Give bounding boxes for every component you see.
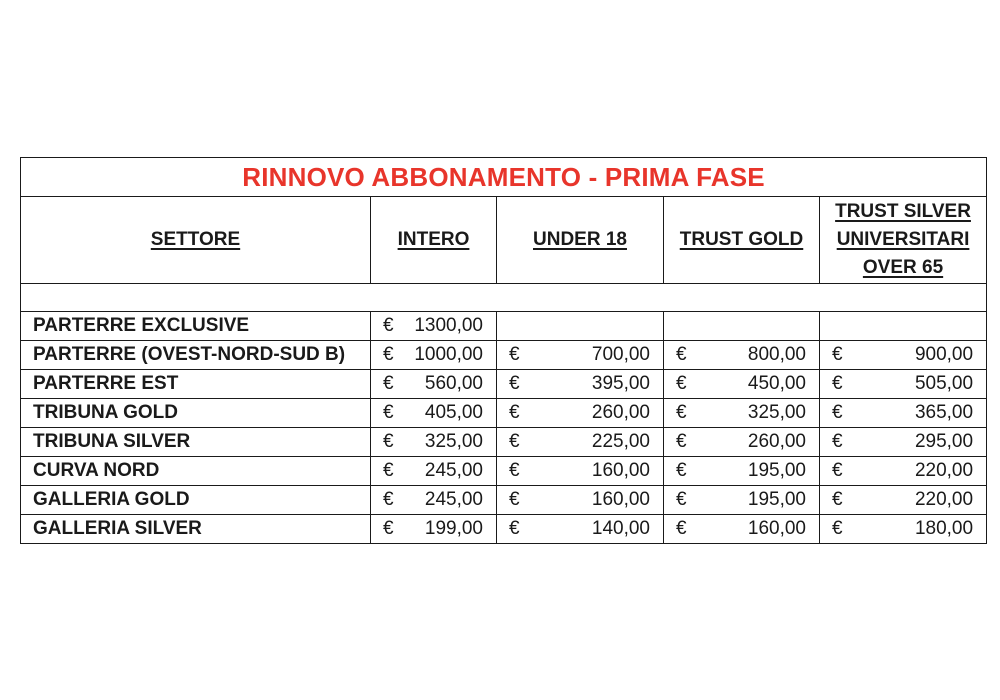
price-cell-trust-silver [820,486,987,515]
price-amount: 1000,00 [414,344,483,365]
price-table-container [20,157,986,544]
table-row [21,515,987,544]
currency-symbol: € [676,518,687,539]
price-cell-intero [371,370,497,399]
price-cell-under18 [497,428,664,457]
currency-symbol: € [832,518,843,539]
sector-cell: PARTERRE EST [21,370,371,399]
price-amount: 560,00 [424,373,483,394]
price-value [820,460,986,482]
currency-symbol: € [509,518,520,539]
price-cell-trust-silver [820,312,987,341]
price-amount: 245,00 [424,460,483,481]
price-cell-trust-gold [664,515,820,544]
price-value [820,344,986,366]
price-amount: 195,00 [747,489,806,510]
price-amount: 325,00 [747,402,806,423]
sector-cell: TRIBUNA GOLD [21,399,371,428]
header-sector-label: SETTORE [150,229,241,250]
price-amount: 405,00 [424,402,483,423]
price-cell-under18 [497,341,664,370]
currency-symbol: € [676,373,687,394]
price-cell-trust-silver [820,341,987,370]
header-intero-label: INTERO [397,229,470,250]
price-cell-intero [371,341,497,370]
currency-symbol: € [832,344,843,365]
currency-symbol: € [509,344,520,365]
price-value [371,518,496,540]
currency-symbol: € [383,489,394,510]
sector-cell: TRIBUNA SILVER [21,428,371,457]
price-amount: 220,00 [914,489,974,510]
price-cell-trust-gold [664,399,820,428]
price-value [820,518,986,540]
price-amount: 700,00 [591,344,650,365]
table-body [21,312,987,544]
currency-symbol: € [676,344,687,365]
table-row [21,370,987,399]
currency-symbol: € [676,431,687,452]
price-cell-under18 [497,399,664,428]
price-cell-intero [371,457,497,486]
price-value [371,460,496,482]
price-cell-under18 [497,370,664,399]
sector-cell: PARTERRE (OVEST-NORD-SUD B) [21,341,371,370]
price-cell-intero [371,515,497,544]
price-value [664,373,819,395]
price-amount: 195,00 [747,460,806,481]
price-cell-under18 [497,457,664,486]
table-row [21,457,987,486]
price-value [664,402,819,424]
currency-symbol: € [676,489,687,510]
table-title: RINNOVO ABBONAMENTO - PRIMA FASE [21,158,987,197]
currency-symbol: € [676,402,687,423]
price-amount: 800,00 [747,344,806,365]
price-value [820,402,986,424]
price-amount: 160,00 [747,518,806,539]
currency-symbol: € [832,460,843,481]
header-trust-silver-line3: OVER 65 [862,257,944,278]
price-cell-under18 [497,312,664,341]
price-cell-trust-gold [664,370,820,399]
price-value [497,460,663,482]
currency-symbol: € [676,460,687,481]
table-row [21,341,987,370]
price-value [371,373,496,395]
sector-cell: GALLERIA GOLD [21,486,371,515]
header-trust-gold-label: TRUST GOLD [679,229,804,250]
header-sector [21,197,371,284]
price-amount: 140,00 [591,518,650,539]
currency-symbol: € [383,518,394,539]
header-trust-silver [820,197,987,284]
currency-symbol: € [383,373,394,394]
price-cell-trust-gold [664,457,820,486]
price-cell-intero [371,428,497,457]
price-amount: 245,00 [424,489,483,510]
price-value [664,344,819,366]
currency-symbol: € [832,402,843,423]
price-value [664,489,819,511]
price-value [820,373,986,395]
price-cell-trust-gold [664,312,820,341]
currency-symbol: € [383,315,394,336]
price-amount: 199,00 [424,518,483,539]
sector-cell: CURVA NORD [21,457,371,486]
currency-symbol: € [509,402,520,423]
price-value [497,489,663,511]
currency-symbol: € [509,460,520,481]
price-value [664,431,819,453]
price-cell-under18 [497,486,664,515]
header-under18-label: UNDER 18 [533,229,627,250]
price-amount: 160,00 [591,489,650,510]
currency-symbol: € [509,489,520,510]
spacer-cell [21,284,987,312]
price-value [497,373,663,395]
title-row [21,158,987,197]
price-cell-trust-silver [820,428,987,457]
currency-symbol: € [832,489,843,510]
price-value [371,431,496,453]
price-amount: 225,00 [591,431,650,452]
price-value [664,518,819,540]
table-row [21,428,987,457]
price-cell-intero [371,486,497,515]
currency-symbol: € [383,431,394,452]
price-amount: 295,00 [914,431,974,452]
price-value [497,344,663,366]
price-value [497,402,663,424]
table-row [21,486,987,515]
header-trust-silver-line2: UNIVERSITARI [836,229,970,250]
currency-symbol: € [383,344,394,365]
sector-cell: PARTERRE EXCLUSIVE [21,312,371,341]
price-value [497,431,663,453]
price-amount: 1300,00 [414,315,483,336]
price-amount: 450,00 [747,373,806,394]
header-intero [371,197,497,284]
price-amount: 260,00 [591,402,650,423]
table-row [21,399,987,428]
price-cell-trust-silver [820,370,987,399]
price-value [371,315,496,337]
price-cell-trust-silver [820,399,987,428]
price-amount: 220,00 [914,460,974,481]
price-amount: 180,00 [914,518,974,539]
price-amount: 505,00 [914,373,974,394]
price-cell-trust-gold [664,428,820,457]
price-amount: 325,00 [424,431,483,452]
price-value [820,489,986,511]
header-trust-gold [664,197,820,284]
price-amount: 260,00 [747,431,806,452]
currency-symbol: € [832,373,843,394]
price-cell-trust-silver [820,515,987,544]
price-cell-trust-silver [820,457,987,486]
header-trust-silver-line1: TRUST SILVER [835,201,971,222]
price-amount: 395,00 [591,373,650,394]
price-cell-trust-gold [664,486,820,515]
price-value [371,489,496,511]
currency-symbol: € [509,373,520,394]
currency-symbol: € [383,402,394,423]
price-amount: 900,00 [914,344,974,365]
currency-symbol: € [383,460,394,481]
price-value [497,518,663,540]
price-amount: 365,00 [914,402,974,423]
price-value [371,344,496,366]
price-value [371,402,496,424]
currency-symbol: € [832,431,843,452]
price-value [664,460,819,482]
price-value [820,431,986,453]
price-cell-intero [371,399,497,428]
sector-cell: GALLERIA SILVER [21,515,371,544]
price-table [20,157,987,544]
price-amount: 160,00 [591,460,650,481]
header-row [21,197,987,284]
price-cell-intero [371,312,497,341]
table-row [21,312,987,341]
currency-symbol: € [509,431,520,452]
price-cell-under18 [497,515,664,544]
spacer-row [21,284,987,312]
header-under18 [497,197,664,284]
price-cell-trust-gold [664,341,820,370]
